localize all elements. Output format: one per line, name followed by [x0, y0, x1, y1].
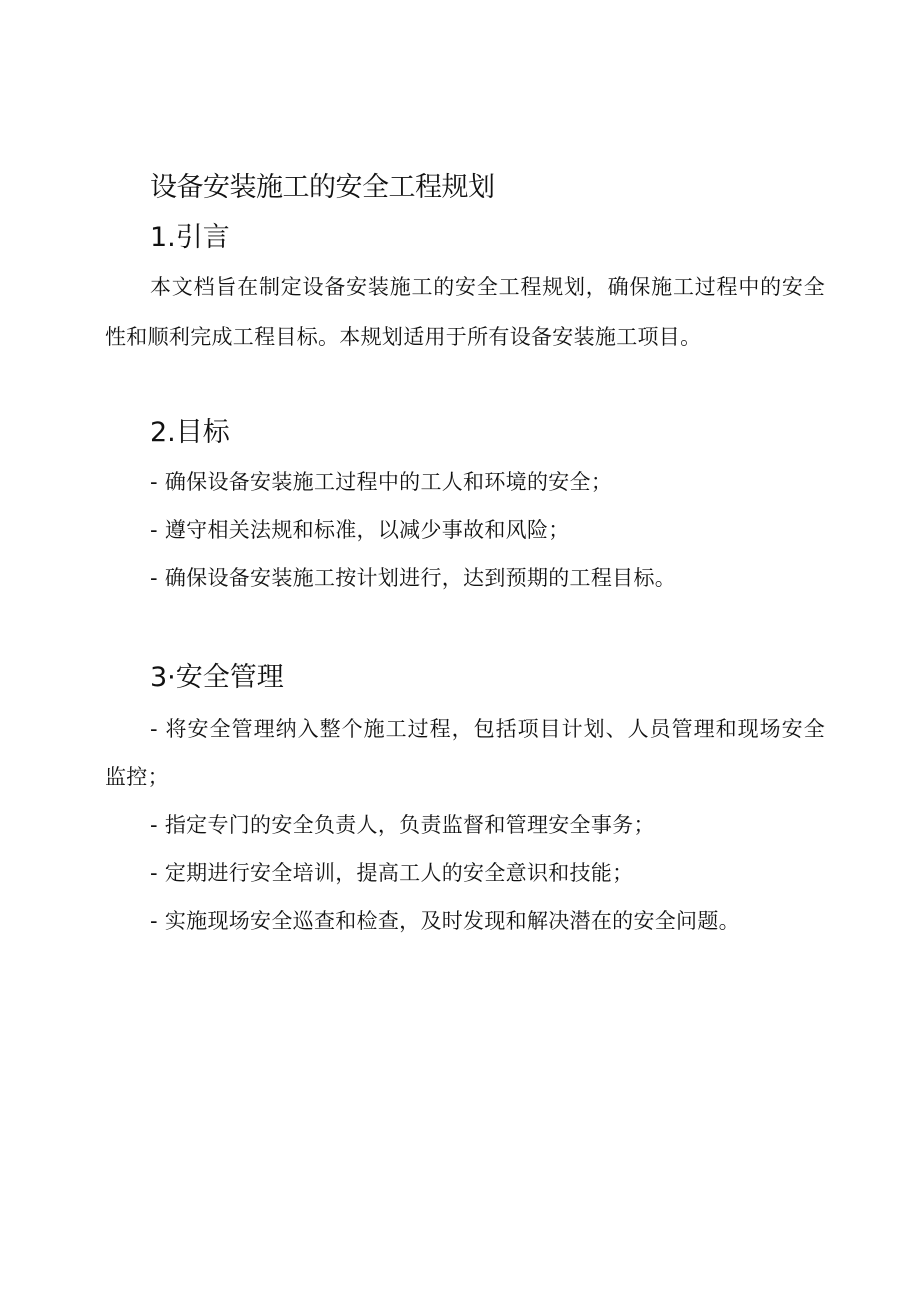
list-item: - 确保设备安装施工按计划进行，达到预期的工程目标。	[150, 566, 677, 590]
section-heading-safety-management: 3·安全管理	[150, 662, 284, 693]
section-heading-objectives: 2.目标	[150, 417, 230, 448]
list-item: - 定期进行安全培训，提高工人的安全意识和技能；	[150, 861, 634, 885]
list-item: - 将安全管理纳入整个施工过程，包括项目计划、人员管理和现场安全监控；	[105, 717, 825, 789]
document-title: 设备安装施工的安全工程规划	[150, 172, 495, 203]
list-item: - 指定专门的安全负责人，负责监督和管理安全事务；	[150, 813, 655, 837]
list-item: - 确保设备安装施工过程中的工人和环境的安全；	[150, 470, 613, 494]
objectives-list	[105, 458, 825, 602]
safety-management-list	[105, 705, 825, 945]
introduction-paragraph: 本文档旨在制定设备安装施工的安全工程规划，确保施工过程中的安全性和顺利完成工程目标。本规划适用于所有设备安装施工项目。	[105, 275, 825, 349]
section-heading-introduction: 1.引言	[150, 222, 230, 253]
list-item: - 实施现场安全巡查和检查，及时发现和解决潜在的安全问题。	[150, 909, 740, 933]
list-item: - 遵守相关法规和标准，以减少事故和风险；	[150, 518, 570, 542]
